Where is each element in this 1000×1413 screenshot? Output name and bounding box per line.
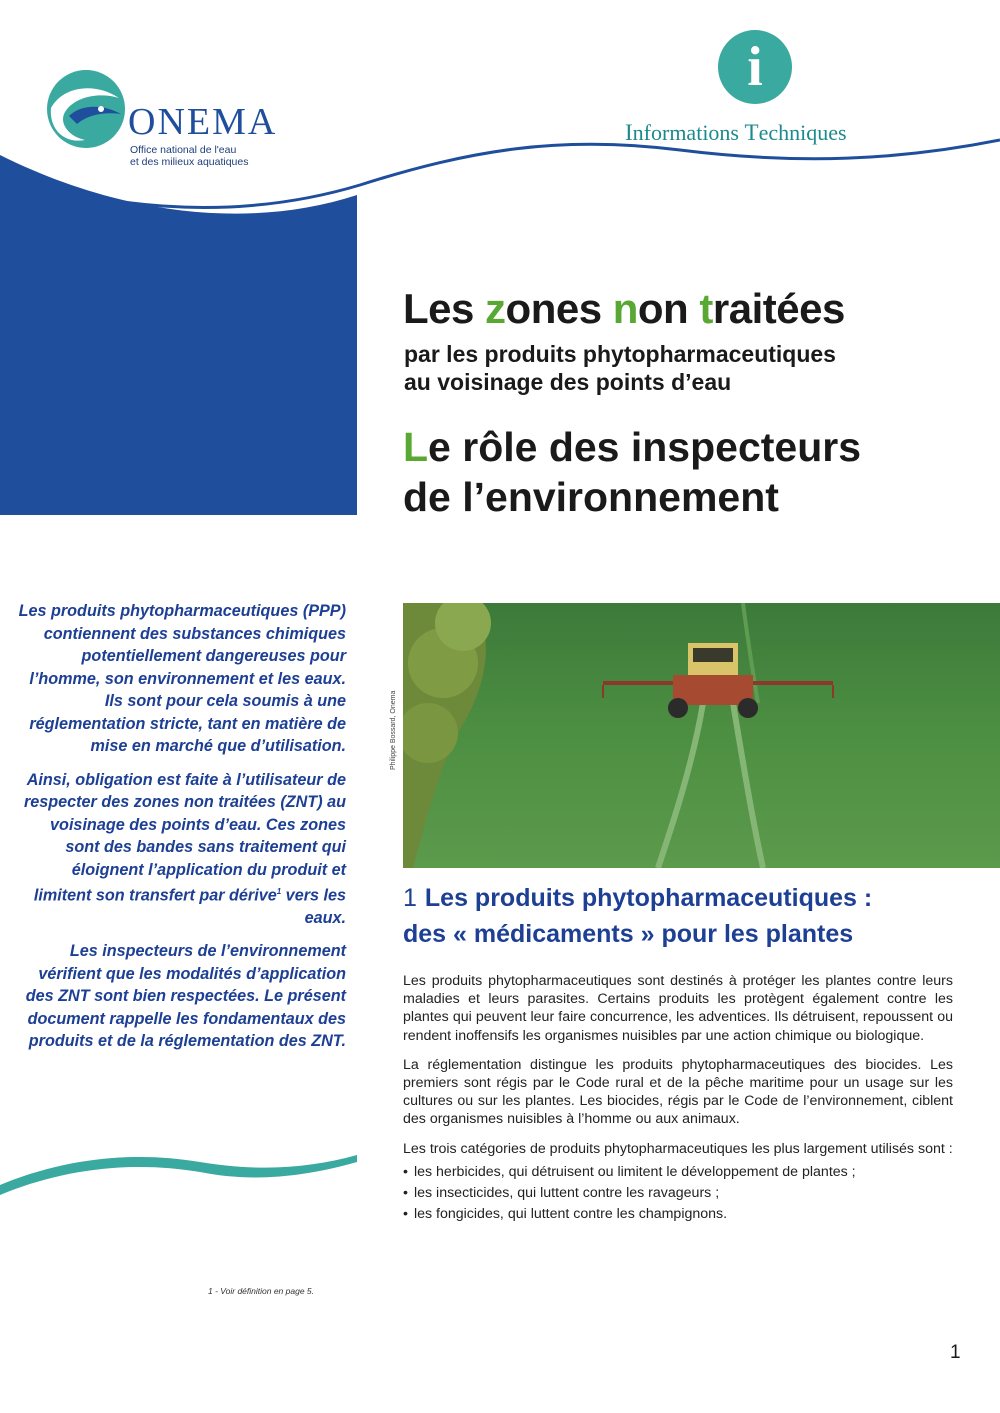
section-heading-line2: des « médicaments » pour les plantes	[403, 920, 854, 948]
title-initial-z: z	[485, 285, 506, 332]
main-title	[403, 285, 845, 333]
label-initial-i: I	[625, 120, 633, 145]
logo-wordmark: ONEMA	[128, 101, 278, 143]
teal-wave-decoration	[0, 1155, 357, 1195]
intro-text	[16, 600, 346, 1064]
title-initial-n: n	[612, 285, 638, 332]
list-item: • les insecticides, qui luttent contre les ravageurs ;	[403, 1184, 953, 1202]
subtitle-line1: par les produits phytopharmaceutiques	[404, 341, 836, 367]
label-part2: echniques	[758, 120, 847, 145]
role-initial-l: L	[403, 424, 429, 470]
info-icon: i	[718, 30, 792, 104]
intro-paragraph-1: Les produits phytopharmaceutiques (PPP) contiennent des substances chimiques potentiellement dangereuses pour l’homme, son environnement et les eaux. Ils sont pour cela soumis à une réglementation stricte, tant en matière de mise en marché que d’utilisation.	[18, 602, 346, 755]
product-category-list	[403, 1163, 953, 1224]
label-initial-t: T	[744, 120, 759, 145]
section-heading-line1	[403, 880, 872, 916]
onema-wave-fish-icon	[45, 68, 127, 150]
logo-subtitle-line2: et des milieux aquatiques	[130, 156, 249, 168]
logo-subtitle-line1: Office national de l'eau	[130, 144, 237, 156]
role-title	[403, 422, 861, 522]
title-seg: on	[637, 285, 700, 332]
informations-techniques-label	[625, 120, 847, 146]
subtitle-line2: au voisinage des points d’eau	[404, 369, 732, 395]
blue-header-block	[0, 155, 357, 515]
title-seg: Les	[403, 285, 486, 332]
photo-credit: Philippe Bossard, Onema	[390, 690, 397, 770]
tractor-field-photo	[403, 603, 1000, 868]
intro-paragraph-3: Les inspecteurs de l’environnement vérifient que les modalités d’application des ZNT sont bien respectées. Le présent document rappelle les fondamentaux des produits et de la réglementation des ZNT.	[25, 942, 346, 1051]
page-number: 1	[950, 1342, 961, 1363]
role-title-seg: e rôle des inspecteurs	[428, 424, 862, 470]
section-heading	[403, 880, 872, 952]
body-paragraph-1: Les produits phytopharmaceutiques sont destinés à protéger les plantes contre leurs maladies et leurs parasites. Certains produits les protègent également contre les plantes qui peuvent leur faire concurrence, les adventices. Ils détruisent, repoussent ou rendent inoffensifs les organismes nuisibles par une action chimique ou biologique.	[403, 973, 953, 1044]
footnote: 1 - Voir définition en page 5.	[208, 1286, 315, 1296]
section-body	[403, 972, 953, 1226]
subtitle	[404, 340, 836, 396]
intro-p2-text: Ainsi, obligation est faite à l’utilisateur de respecter des zones non traitées (ZNT) au voisinage des points d’eau. Ces zones sont des bandes sans traitement qui éloignent l’application du produit et limitent son transfert par dérive	[23, 770, 346, 905]
body-paragraph-2: La réglementation distingue les produits phytopharmaceutiques des biocides. Les premiers sont régis par le Code rural et de la pêche maritime pour un usage sur les cultures ou sur les plantes. Les biocides, régis par le Code de l’environnement, ciblent des organismes nuisibles à l’homme ou aux animaux.	[403, 1056, 953, 1128]
footnote-ref: 1	[276, 887, 282, 896]
logo-subtitle	[130, 144, 249, 168]
title-initial-t: t	[699, 285, 713, 332]
intro-paragraph-2	[16, 769, 346, 930]
title-seg: raitées	[712, 285, 845, 332]
title-seg: ones	[505, 285, 613, 332]
list-item: • les fongicides, qui luttent contre les champignons.	[403, 1205, 953, 1223]
intro-p2-tail: vers les eaux.	[281, 886, 346, 927]
label-part1: nformations	[632, 120, 745, 145]
section-number: 1	[403, 884, 417, 912]
role-title-line2: de l’environnement	[403, 474, 779, 520]
role-title-line1	[403, 422, 861, 472]
body-paragraph-3: Les trois catégories de produits phytopharmaceutiques les plus largement utilisés sont :	[403, 1140, 953, 1157]
list-item: • les herbicides, qui détruisent ou limitent le développement de plantes ;	[403, 1163, 953, 1181]
section-heading-text: Les produits phytopharmaceutiques :	[424, 884, 873, 912]
